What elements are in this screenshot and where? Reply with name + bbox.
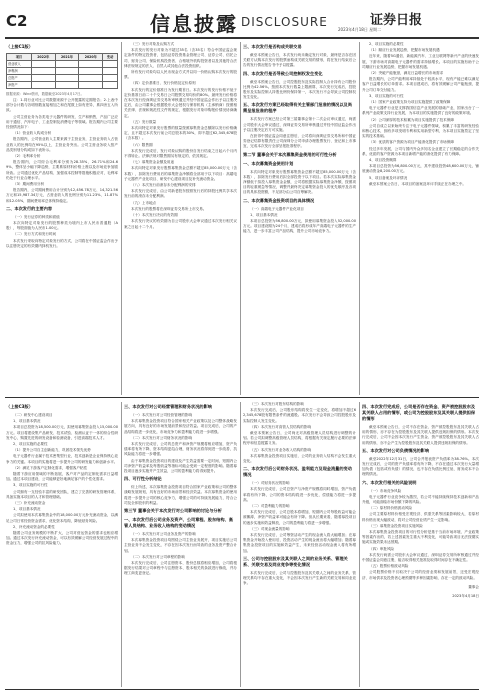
paragraph: （六）限售期	[131, 142, 153, 147]
section-heading: 四、本次发行完成后，公司是否存在资金、资产被控股股东及其关联人占用的情形，或公司为控股股东及其关联人提供担保的情形	[362, 404, 476, 421]
table-note: 数据来源：Wind资讯，数据截至2023年4月17日。	[6, 92, 84, 96]
table-cell	[31, 61, 55, 68]
paragraph: （十）本次发行决议的有效期	[131, 213, 178, 218]
paragraph: 在获得中国证监会同意注册后，公司将向深圳证券交易所和中国证券登记结算有限责任公司深圳分公司申请办理股票发行、登记和上市事宜，完成本次发行全部呈报批准程序。	[243, 134, 356, 149]
paragraph: 本次向特定对象发行股票募集资金总额不超过85,000.00万元（含本数），扣除发行费用后的募集资金净额将全部用于以下项目：高端电子元器件产业化项目、研发中心建设项目及补充流动资金。	[124, 166, 237, 181]
paragraph: （2）满足下游客户定制化需求，增强客户粘性	[13, 465, 88, 470]
paragraph: （五）本次发行对业务收入结构的影响	[250, 447, 312, 452]
table-cell	[55, 68, 79, 75]
column-divider	[359, 402, 360, 687]
paragraph: 本次发行的定价基准日为发行期首日。本次发行的发行价格不低于定价基准日前二十个交易日公司股票交易均价的80%。最终发行价格将在本次发行经深圳证券交易所审核通过并经中国证监会作出予以注册决定后，由公司董事会根据股东大会授权与保荐机构（主承销商）按照相关法律、法规和规范性文件的规定，根据发行对象申购报价情况协商确定。	[124, 87, 237, 118]
paragraph: 本次向特定对象发行股票募集资金总额不超过85,000.00万元（含本数），扣除发行费用后拟全部投资于以下项目。若本次实际募集资金净额低于拟投入募集资金金额，公司将根据实际募集资金净额，按照项目的轻重缓急等情况，调整并最终决定募集资金投入的优先顺序及各项目的具体投资额，不足部分由公司自筹解决。	[243, 169, 356, 195]
paragraph: 本次发行方案已经公司第三届董事会第十二次会议审议通过，尚需公司股东大会审议通过、深圳证券交易所审核通过并经中国证监会作出予以注册决定后方可实施。	[243, 117, 356, 132]
paragraph: 截至本预案公告日，公司不存在资金、资产被控股股东及其关联人占用的情形，亦不存在为控股股东及其关联人提供违规担保的情形。本次发行完成后，公司不会因本次发行产生资金、资产被控股股东及其关联人占用的情形，亦不会产生为控股股东及其关联人提供违规担保的情形。	[362, 425, 479, 445]
column-divider	[121, 402, 122, 687]
paragraph: 公司自成立以来始终专注于电子元器件领域，积累了丰富的研发经验和核心技术，拥有多项发明专利和实用新型专利，为本项目实施奠定了坚实的技术基础。	[362, 123, 479, 139]
table-cell	[55, 82, 79, 89]
column-divider	[359, 42, 360, 395]
paragraph: 报告期内，公司综合毛利率分别为28.35%、26.71%和24.69%，整体呈小幅下降趋势，主要系原材料价格上涨以及市场竞争加剧所致。公司通过优化产品结构、加强成本控制等措施积极应对，毛利率仍处于行业合理水平。	[6, 160, 118, 180]
section-heading: 六、本次发行相关的风险说明	[362, 479, 417, 485]
paragraph: 本次发行决议的有效期为自公司股东大会审议通过本次发行相关议案之日起十二个月。	[124, 219, 237, 229]
paragraph: （五）股票价格波动风险	[369, 564, 409, 569]
paragraph: 截至本预案公告日，本次发行尚未确定发行对象，最终是否存在因关联方认购本次发行的股票而构成关联交易的情形，将在发行结束后公告的发行情况报告书中予以披露。	[243, 53, 356, 68]
newspaper-logo: 证券日报	[370, 13, 423, 28]
bottom-column-1	[6, 402, 118, 687]
paragraph: （一）本次发行对公司业务及资产的影响	[131, 532, 196, 537]
paragraph: 报告期内，公司产能利用率持续处于较高水平，现有产能已难以满足客户日益增长的订单需求。本项目建成后，将有效缓解公司产能瓶颈，提升公司订单交付能力。	[362, 77, 479, 92]
column-divider	[240, 42, 241, 395]
paragraph: （2）突破产能瓶颈，满足日益增长的市场需求	[369, 71, 444, 76]
table-cell	[55, 75, 79, 82]
paragraph: 本次募集资金投资项目符合国家相关产业政策以及公司整体战略发展方向，具有良好的市场发展前景和经济效益。项目完成后，公司的产品结构将进一步优化，市场竞争力和盈利能力将进一步增强。	[124, 419, 237, 434]
paragraph: 2、补充流动资金的必要性	[13, 524, 55, 529]
paragraph: 本项目总投资为56,800.00万元，其中建设投资48,600.00万元，铺底流动资金8,200.00万元。	[362, 164, 479, 174]
section-heading: 三、本次发行是否构成关联交易	[243, 44, 302, 49]
paragraph: （三）发行对象及认购方式	[131, 42, 175, 46]
table-header-cell: 2020年	[79, 54, 103, 61]
paragraph: 截至本预案公告日，公司尚无对高级管理人员结构进行调整的计划。若公司拟调整高级管理人员结构，将根据有关规定履行必要的法律程序和信息披露义务。	[243, 431, 356, 446]
page-title: 信息披露	[150, 12, 238, 36]
table-cell	[103, 82, 118, 89]
table-cell	[103, 75, 118, 82]
table-cell	[31, 82, 55, 89]
column-divider	[240, 402, 241, 687]
top-column-3	[243, 42, 356, 395]
paragraph: 本次发行完成后，公司总资产与净资产规模将同时增加，资产负债率将有所下降，公司的资本结构将进一步优化，偿债能力将进一步提高。	[243, 487, 356, 502]
paragraph: 公司股票价格不仅取决于公司的经营业绩和发展前景，还受宏观经济、市场供求及投资者心理预期等多种因素影响，存在一定的波动风险。	[362, 570, 479, 580]
top-column-4	[362, 42, 479, 395]
paragraph: 3、项目实施的可行性	[13, 483, 48, 488]
paragraph: 3、项目实施的可行性	[369, 93, 404, 98]
paragraph: 1、项目基本情况	[13, 419, 41, 424]
footer-rule	[5, 689, 479, 690]
paragraph: 本次发行完成后，公司与控股股东及其关联人之间的业务关系、管理关系均不存在重大变化，不会因本次发行产生新的关联交易和同业竞争。	[243, 570, 356, 586]
signature: 董事会	[468, 584, 479, 589]
signature-date: 2023年4月18日	[452, 593, 479, 598]
paragraph: （2）毛利率分析	[13, 154, 41, 159]
bottom-column-2	[124, 402, 237, 687]
paragraph: 截至本预案公告日，本项目的备案及环评手续正在办理之中。	[369, 181, 467, 186]
section-heading: 四、可行性分析结论	[124, 476, 162, 482]
paragraph: 本次发行的发行对象为不超过35名（含35名）符合中国证监会规定条件的特定投资者，包括证券投资基金管理公司、证券公司、信托公司、财务公司、保险机构投资者、合格境外机构投资者以及其他符合法律法规规定的法人、自然人或其他合法投资组织。	[124, 48, 237, 68]
section-heading: 五、本次发行方案已经取得有关主管部门批准的情况以及尚需呈报批准的程序	[243, 102, 352, 114]
section-heading: 一、本次发行后公司业务及资产、公司章程、股东结构、高管人员结构、业务收入结构的变动情况	[124, 517, 233, 529]
table-header-cell: 变动	[103, 54, 118, 61]
section-heading: 二、本次发行的主要内容	[6, 205, 53, 211]
paragraph: 公司主营业务为各类电子元器件的研发、生产和销售，产品广泛应用于通信、汽车电子、工业控制及消费电子等领域。报告期内公司主要经营情况如下：	[6, 114, 118, 130]
paragraph: （二）本次发行对公司财务状况的影响	[131, 435, 193, 440]
table-cell	[31, 68, 55, 75]
paragraph: 近年来，随着5G通信、新能源汽车、工业互联网等新兴产业的快速发展，下游市场对高端电子元器件的需求持续增长。本项目的实施有助于公司顺应行业发展趋势，把握市场发展机遇。	[362, 54, 479, 69]
paragraph: 电子元器件行业属于技术密集型行业，技术创新是企业保持核心竞争力的关键。本项目的实施将进一步提升公司的研发能力和创新水平。	[6, 454, 118, 464]
paragraph: 1、项目基本情况	[250, 212, 278, 217]
paragraph: 本次发行尚需公司股东大会审议通过、深圳证券交易所审核通过并经中国证监会同意注册，能否取得相关批准及取得时间存在不确定性。	[362, 552, 479, 563]
column-divider	[121, 42, 122, 395]
top-column-2	[124, 42, 237, 395]
paragraph: （四）本次发行对高管人员结构的影响	[250, 424, 312, 429]
table-cell	[79, 75, 103, 82]
table-header-cell: 2021年	[55, 54, 79, 61]
table-cell: 净资产	[7, 82, 32, 89]
paragraph: 由于募集资金投资项目的建设及产生效益需要一定时间，短期内公司净资产收益率及每股收益等指标可能会受到一定程度的影响。随着募投项目逐步实施并产生效益，公司的盈利能力将得到提升。	[124, 458, 237, 474]
paragraph: 本次向特定对象发行股票的数量按照募集资金总额除以发行价格确定，且不超过本次发行前公司总股本的30%，即不超过62,345,678股（含本数）。	[124, 126, 237, 141]
paragraph: 公司拥有一支经验丰富的研发团队，建立了完善的研发管理体系，具备实施本项目的人才和管理基础。	[6, 489, 118, 499]
paragraph: 公司拟使用本次募集资金中的18,000.00万元补充流动资金，以满足公司日常经营资金需求，优化资本结构，降低财务风险。	[6, 513, 118, 523]
data-table	[6, 53, 118, 89]
table-row	[7, 75, 118, 82]
paragraph: （二）本次发行对公司章程的影响	[131, 554, 185, 559]
paragraph: （三）募集资金投资项目实施风险	[369, 523, 423, 528]
paragraph: 报告期内，公司营业收入主要来源于主营业务，主营业务收入占营业收入的比例均在95%以上，主营业务突出。公司主营业务收入按产品类别划分构成如下表所示。	[6, 137, 118, 152]
section-heading: 第二节 董事会关于本次募集资金使用的可行性分析	[243, 151, 337, 157]
table-cell	[79, 61, 103, 68]
paragraph: 本次发行完成后，公司总股本将增加，短期内公司每股收益可能会被摊薄，净资产收益率可能会有所下降。但从长期来看，随着募投项目的逐步实施和效益释放，公司的盈利能力将进一步增强。	[243, 510, 356, 525]
paragraph: （九）上市地点	[131, 200, 157, 205]
paragraph: 本项目总投资为56,800.00万元，拟使用募集资金投入52,000.00万元。项目建设期为24个月，建成后将形成年产高端电子元器件的生产能力，进一步丰富公司产品结构，提升公司市场竞争力。	[243, 219, 356, 234]
page-title-en: DISCLOSURE	[241, 15, 328, 29]
paragraph: 本次发行完成后，由公司新老股东按照发行后的持股比例共享本次发行前的滚存未分配利润。	[124, 189, 237, 199]
paragraph: 经过多年发展，公司与国内外众多知名企业建立了长期稳定的合作关系，优质的客户资源为本项目新增产能的消化提供了有力保障。	[362, 146, 479, 156]
paragraph: 本次发行完成后，公司股东结构将发生一定变化，将增加不超过62,345,678股有限售条件的流通股。本次发行不会导致公司控股股东及实际控制人发生变化。	[243, 408, 356, 423]
table-header-cell: 项目	[7, 54, 32, 61]
paragraph: （1）顺应行业发展趋势，把握市场发展机遇	[369, 48, 440, 53]
paragraph: 2、项目实施的必要性	[13, 442, 48, 447]
paragraph: 2、项目实施的必要性	[369, 42, 404, 46]
table-header-row	[7, 54, 118, 61]
paragraph: 本次募集资金投资项目的可行性分析是基于当前市场环境、产业政策等因素作出的，若上述因素发生重大不利变化，可能导致项目无法按期实施或实施效果未达预期。	[362, 530, 479, 545]
page-header	[0, 0, 484, 40]
section-heading: 三、本次发行对公司经营管理和财务状况的影响	[124, 404, 212, 409]
paragraph: （一）本次发行对公司经营管理的影响	[131, 413, 193, 417]
table-cell	[79, 82, 103, 89]
column-heading: （上接C1版）	[6, 44, 33, 49]
section-heading: 三、公司与控股股东及其关联人之间的业务关系、管理关系、关联交易及同业竞争等变化情况	[243, 555, 348, 567]
table-cell	[31, 75, 55, 82]
paragraph: 报告期内，公司期间费用合计分别为12,456.78万元、14,321.56万元和15,987.34万元，占营业收入的比例分别为11.23%、11.87%和12.05%，期间费用率总体保持稳定。	[6, 188, 118, 203]
paragraph: （二）原材料价格波动风险	[369, 506, 413, 511]
section-code: C2	[6, 12, 28, 30]
section-heading: 第三节 董事会关于本次发行对公司影响的讨论与分析	[124, 508, 222, 514]
paragraph: （八）本次发行前滚存未分配利润的安排	[131, 183, 196, 188]
paragraph: （1）营业收入构成分析	[13, 131, 52, 136]
paragraph: 电子元器件行业是支撑我国信息产业发展的基础产业，国家出台了一系列产业政策支持行业发展，为本项目的实施提供了良好的政策环境。	[362, 106, 479, 116]
paragraph: （1）国家产业政策支持为项目实施提供了政策保障	[369, 100, 451, 105]
paragraph: （1）提升公司自主创新能力，巩固技术领先优势	[13, 448, 91, 453]
section-heading: 二、本次发行后公司财务状况、盈利能力及现金流量的变动情况	[243, 466, 352, 478]
issue-meta: 2023年4月18日 星期二	[338, 27, 382, 32]
paragraph: 本次发行的股票将在深圳证券交易所上市交易。	[131, 206, 207, 211]
paragraph: 1、项目基本情况	[13, 507, 41, 512]
table-row	[7, 82, 118, 89]
paragraph: 注：1.同行业可比公司数据来源于公开披露的定期报告；2.上表中部分合计数与各明细数直接相加之和在尾数上如有差异，系四舍五入所致。	[6, 98, 118, 113]
paragraph: （四）审批风险	[369, 546, 395, 551]
paragraph: 截至本预案公告日，公司控股股东及实际控制人合计持有公司股份比例为42.56%。按照本次发行数量上限测算，本次发行完成后，控股股东及实际控制人持股比例仍保持第一，本次发行不会导致公司控制权发生变化。	[243, 79, 356, 100]
section-heading: 五、本次发行对公司负债情况的影响	[362, 447, 430, 453]
section-divider	[5, 397, 479, 398]
paragraph: 本次发行采取向特定对象发行的方式，公司将在中国证监会作出予以注册决定的有效期内择机发行。	[6, 238, 118, 248]
paragraph: 本次发行完成后，发行对象认购的股份自发行结束之日起六个月内不得转让。法律法规对限售期另有规定的，依其规定。	[124, 148, 237, 159]
paragraph: （一）高端电子元器件产业化项目	[250, 206, 304, 211]
paragraph: （3）优质的客户资源为项目产能消化提供了市场保障	[369, 140, 454, 145]
paragraph: 本次发行完成后，公司注册资本、股份总数将相应增加，公司将根据发行结果对公司章程中与注册资本、股本相关的条款进行修改，并办理工商变更登记。	[124, 561, 237, 576]
paragraph: 电子元器件行业竞争较为激烈，若公司不能持续保持技术创新和产品升级，可能面临市场份额下降的风险。	[362, 494, 479, 505]
paragraph: （三）补充流动资金	[13, 501, 46, 506]
paragraph: （五）发行数量	[131, 119, 157, 124]
column-heading: （上接C3版）	[6, 404, 33, 409]
table-cell: 营业收入	[7, 61, 32, 68]
table-row	[7, 61, 118, 68]
paragraph: 本次发行完成后，公司筹资活动产生的现金流入将大幅增加；在募集资金开始投入使用后，投资活动产生的现金流出将大幅增加；随着募集资金投资项目的实施和效益产生，未来经营活动现金流入将有所增加。	[243, 533, 356, 553]
paragraph: 本项目总投资为18,500.00万元，拟使用募集资金投入15,000.00万元。项目将建设集产品研发、技术试验、检测认证于一体的综合性研发中心，购置先进的研发设备和检测设备，引进高端技术人才。	[6, 425, 118, 440]
table-cell: 净利润	[7, 68, 32, 75]
paragraph: （2）公司深厚的技术积累为项目实施提供了技术保障	[369, 117, 454, 122]
bottom-column-4	[362, 402, 479, 687]
paragraph: （三）本次发行对股东结构的影响	[250, 402, 304, 406]
paragraph: （二）对盈利能力的影响	[250, 504, 290, 509]
paragraph: 5、项目备案及环评情况	[369, 175, 408, 180]
paragraph: 本次募集资金投资项目实施后，公司的业务收入结构不会发生重大变化。	[243, 453, 356, 464]
table-cell: 总资产	[7, 75, 32, 82]
bottom-column-3	[243, 402, 356, 687]
section-heading: 一、本次募集资金使用计划	[243, 160, 294, 166]
paragraph: 本次发行完成后，公司的总资产和净资产规模将相应增加，资产负债率将有所下降，资本结构更趋合理，财务状况将得到进一步改善，抗风险能力将进一步增强。	[124, 442, 237, 457]
header-rule	[5, 37, 479, 39]
paragraph: （一）发行证券的种类和面值	[13, 214, 60, 219]
table-cell	[103, 68, 118, 75]
paragraph: 所有发行对象均以人民币现金方式并以同一价格认购本次发行的股票。	[124, 70, 237, 80]
paragraph: （二）发行方式和发行时间	[13, 232, 57, 237]
paragraph: 综上所述，本次募集资金投资项目符合国家产业政策和公司的整体战略发展规划，具有良好的市场前景和经济效益。本次募集资金的使用将进一步提升公司的核心竞争力，增强公司的可持续发展能力，符合公司及全体股东的利益。	[124, 485, 237, 505]
paragraph: （一）市场竞争风险	[369, 488, 402, 493]
table-cell	[103, 61, 118, 68]
paragraph: 公司主要原材料价格受宏观经济、供需关系等因素影响较大，若原材料价格出现大幅波动，将对公司经营业绩产生一定影响。	[362, 512, 479, 522]
paragraph: 随着下游应用领域的不断拓展，客户对产品的定制化需求日益增加。通过本项目建设，公司能够更好地满足客户的个性化需求。	[6, 472, 118, 482]
paragraph: （四）定价基准日、发行价格及定价原则	[131, 81, 196, 86]
paragraph: （一）对财务状况的影响	[250, 481, 290, 486]
table-header-cell: 2022年	[31, 54, 55, 61]
paragraph: 本次募集资金投资项目均围绕公司主营业务展开，项目实施后公司主营业务不会发生变化，不存在因本次发行而导致的业务及资产整合计划。	[124, 538, 237, 553]
table-cell	[55, 61, 79, 68]
paragraph: 截至2022年12月31日，公司合并报表资产负债率为38.76%。本次发行完成后，公司的资产负债率将有所下降，不存在通过本次发行大量增加负债（包括或有负债）的情况，也不存在负债比例过低、财务成本不合理的情况。	[362, 456, 479, 477]
paragraph: 本次向特定对象发行的股票种类为境内上市人民币普通股（A股），每股面值为人民币1.00元。	[6, 221, 118, 231]
section-heading: 二、本次募集资金投资项目的具体情况	[243, 197, 315, 203]
paragraph: （二）研发中心建设项目	[13, 413, 53, 417]
table-row	[7, 68, 118, 75]
top-column-1	[6, 42, 118, 395]
paragraph: （3）期间费用分析	[13, 182, 45, 187]
paragraph: （七）募集资金金额及用途	[131, 160, 175, 165]
section-heading: 四、本次发行是否导致公司控制权发生变化	[243, 70, 323, 76]
table-cell	[79, 68, 103, 75]
paragraph: （三）对现金流量的影响	[250, 526, 290, 531]
paragraph: 随着公司业务规模的不断扩大，公司对营运资金的需求也相应增加。通过本次发行补充流动资金，可以有效缓解公司经营发展过程中的资金压力，增强公司的抗风险能力。	[6, 531, 118, 546]
paragraph: 4、项目投资概算	[369, 158, 397, 163]
